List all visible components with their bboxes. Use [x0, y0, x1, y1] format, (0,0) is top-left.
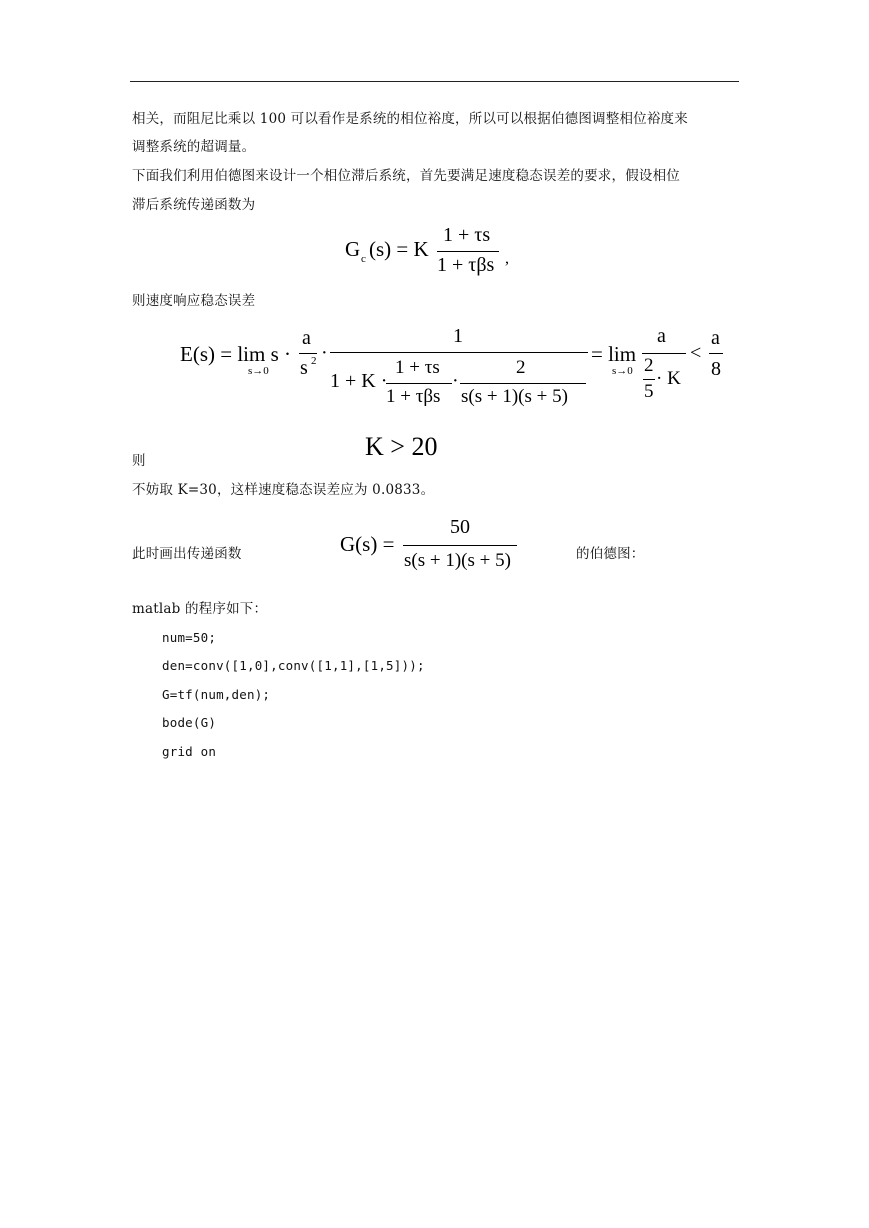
es-a-bar: [299, 353, 317, 354]
es-a3: a: [711, 327, 720, 349]
k-choice-text: 不妨取 K=30，这样速度稳态误差应为 0.0833。: [132, 482, 435, 498]
then-label: 则: [132, 453, 146, 469]
bode-label: 的伯德图：: [576, 546, 645, 562]
formula-gc: [345, 222, 525, 284]
header-rule: [130, 81, 739, 82]
code-line: num=50;: [162, 630, 217, 645]
formula-gs: [340, 514, 530, 580]
gs-den: s(s + 1)(s + 5): [404, 550, 511, 571]
formula-es: [180, 322, 740, 422]
es-a2: a: [657, 325, 666, 347]
es-lt: <: [690, 342, 702, 364]
es-s2: s: [300, 357, 308, 379]
es-two: 2: [516, 357, 526, 378]
gs-num: 50: [450, 516, 470, 538]
code-line: bode(G): [162, 715, 217, 730]
es-dot: ·: [321, 342, 328, 364]
gc-arg: (s) = K: [369, 237, 429, 261]
es-eight: 8: [711, 358, 721, 380]
es-main-bar: [330, 352, 588, 353]
es-lim-sub: s→0: [248, 365, 269, 377]
es-num2: 1 + τs: [395, 357, 440, 378]
es-lhs: E(s) = lim s ·: [180, 342, 291, 366]
gc-num: 1 + τs: [443, 224, 491, 246]
es-exp: 2: [311, 355, 317, 367]
es-onek: 1 + K ·: [330, 370, 388, 392]
gs-fraction-bar: [403, 545, 517, 546]
gs-lhs: G(s) =: [340, 532, 395, 556]
formula-k-inequality: K > 20: [365, 432, 438, 461]
es-den2: 1 + τβs: [386, 386, 441, 407]
paragraph-1-line-1: 相关，而阻尼比乘以 100 可以看作是系统的相位裕度，所以可以根据伯德图调整相位裕度来: [132, 111, 688, 127]
es-frac25-num: 2: [644, 355, 654, 376]
paragraph-2-line-2: 滞后系统传递函数为: [132, 197, 256, 213]
es-dot2: ·: [452, 370, 459, 392]
es-a: a: [302, 327, 311, 349]
es-lim-sub-2: s→0: [612, 365, 633, 377]
gc-sub: c: [361, 253, 366, 265]
es-inner-bar: [386, 383, 452, 384]
gc-fraction-bar: [437, 251, 499, 252]
paragraph-1-line-2: 调整系统的超调量。: [132, 139, 256, 155]
code-line: G=tf(num,den);: [162, 687, 271, 702]
es-bar-4: [709, 353, 723, 354]
es-one: 1: [453, 325, 463, 347]
es-den3: s(s + 1)(s + 5): [461, 386, 568, 407]
es-bar-3: [642, 353, 686, 354]
steady-state-label: 则速度响应稳态误差: [132, 293, 256, 309]
es-dotk: · K: [656, 368, 681, 389]
paragraph-2-line-1: 下面我们利用伯德图来设计一个相位滞后系统，首先要满足速度稳态误差的要求，假设相位: [132, 168, 680, 184]
es-inner-bar-2: [460, 383, 586, 384]
code-line: grid on: [162, 744, 217, 759]
matlab-intro: matlab 的程序如下：: [132, 601, 268, 617]
draw-tf-label: 此时画出传递函数: [132, 546, 242, 562]
gc-lhs: G: [345, 237, 361, 261]
gc-trail: ,: [505, 250, 509, 267]
es-frac25-den: 5: [644, 381, 654, 402]
code-line: den=conv([1,0],conv([1,1],[1,5]));: [162, 658, 425, 673]
gc-den: 1 + τβs: [437, 254, 495, 276]
es-eq2: = lim: [591, 342, 637, 366]
es-frac25-bar: [643, 379, 655, 380]
